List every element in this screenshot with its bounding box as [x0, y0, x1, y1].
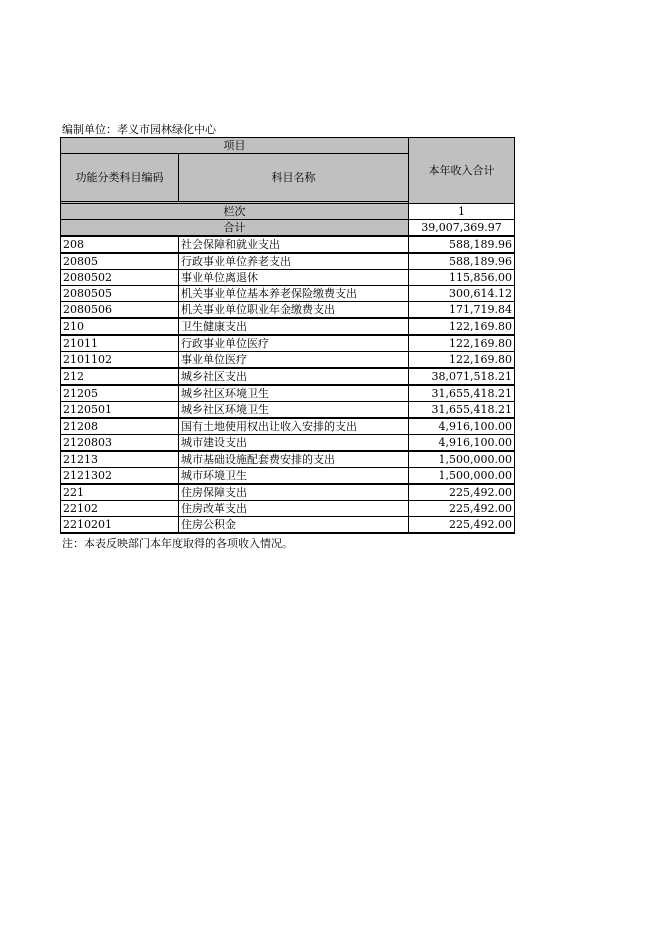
- row-code: 21213: [61, 451, 179, 468]
- table-row: [61, 402, 515, 419]
- row-value: 115,856.00: [409, 270, 515, 286]
- total-income-header: 本年收入合计: [409, 138, 515, 204]
- row-name: 住房公积金: [179, 517, 409, 534]
- total-label: 合计: [61, 220, 409, 237]
- row-value: 4,916,100.00: [409, 435, 515, 452]
- row-value: 225,492.00: [409, 501, 515, 517]
- row-code: 210: [61, 318, 179, 335]
- row-name: 卫生健康支出: [179, 318, 409, 335]
- row-value: 225,492.00: [409, 517, 515, 534]
- row-code: 2080502: [61, 270, 179, 286]
- row-code: 208: [61, 236, 179, 253]
- code-column-header: 功能分类科目编码: [61, 154, 179, 202]
- row-value: 122,169.80: [409, 335, 515, 352]
- row-value: 31,655,418.21: [409, 385, 515, 402]
- row-name: 行政事业单位养老支出: [179, 253, 409, 270]
- row-value: 122,169.80: [409, 352, 515, 369]
- row-value: 588,189.96: [409, 253, 515, 270]
- name-column-header: 科目名称: [179, 154, 409, 202]
- row-code: 21205: [61, 385, 179, 402]
- row-name: 城乡社区环境卫生: [179, 385, 409, 402]
- row-code: 2121302: [61, 468, 179, 485]
- row-code: 2120501: [61, 402, 179, 419]
- table-footnote: 注：本表反映部门本年度取得的各项收入情况。: [62, 537, 293, 550]
- row-name: 住房改革支出: [179, 501, 409, 517]
- row-name: 城乡社区环境卫生: [179, 402, 409, 419]
- table-row: [61, 517, 515, 534]
- row-name: 机关事业单位职业年金缴费支出: [179, 302, 409, 319]
- table-row: [61, 385, 515, 402]
- row-code: 212: [61, 368, 179, 385]
- row-code: 22102: [61, 501, 179, 517]
- row-code: 2101102: [61, 352, 179, 369]
- row-value: 4,916,100.00: [409, 418, 515, 435]
- row-name: 事业单位医疗: [179, 352, 409, 369]
- row-code: 2120803: [61, 435, 179, 452]
- total-row: [61, 220, 515, 237]
- table-row: [61, 368, 515, 385]
- table-row: [61, 418, 515, 435]
- table-row: [61, 236, 515, 253]
- row-name: 机关事业单位基本养老保险缴费支出: [179, 286, 409, 302]
- table-row: [61, 501, 515, 517]
- row-name: 城市环境卫生: [179, 468, 409, 485]
- column-number: 1: [409, 204, 515, 220]
- header-row-project: [61, 138, 515, 154]
- row-code: 21011: [61, 335, 179, 352]
- row-code: 21208: [61, 418, 179, 435]
- column-row-label: 栏次: [61, 204, 409, 220]
- table-row: [61, 253, 515, 270]
- row-value: 122,169.80: [409, 318, 515, 335]
- column-number-row: [61, 204, 515, 220]
- row-name: 城乡社区支出: [179, 368, 409, 385]
- project-header: 项目: [61, 138, 409, 154]
- row-value: 1,500,000.00: [409, 451, 515, 468]
- row-code: 2080505: [61, 286, 179, 302]
- income-table: [60, 137, 515, 534]
- total-value: 39,007,369.97: [409, 220, 515, 237]
- row-value: 1,500,000.00: [409, 468, 515, 485]
- table-row: [61, 484, 515, 501]
- row-name: 住房保障支出: [179, 484, 409, 501]
- row-name: 国有土地使用权出让收入安排的支出: [179, 418, 409, 435]
- row-code: 2080506: [61, 302, 179, 319]
- table-row: [61, 468, 515, 485]
- table-row: [61, 286, 515, 302]
- table-row: [61, 451, 515, 468]
- row-code: 2210201: [61, 517, 179, 534]
- row-value: 588,189.96: [409, 236, 515, 253]
- row-value: 300,614.12: [409, 286, 515, 302]
- table-row: [61, 435, 515, 452]
- table-row: [61, 318, 515, 335]
- table-row: [61, 335, 515, 352]
- row-name: 行政事业单位医疗: [179, 335, 409, 352]
- row-name: 事业单位离退休: [179, 270, 409, 286]
- row-code: 221: [61, 484, 179, 501]
- row-name: 社会保障和就业支出: [179, 236, 409, 253]
- row-value: 225,492.00: [409, 484, 515, 501]
- row-value: 171,719.84: [409, 302, 515, 319]
- row-name: 城市建设支出: [179, 435, 409, 452]
- table-row: [61, 352, 515, 369]
- row-value: 38,071,518.21: [409, 368, 515, 385]
- row-value: 31,655,418.21: [409, 402, 515, 419]
- row-name: 城市基础设施配套费安排的支出: [179, 451, 409, 468]
- row-code: 20805: [61, 253, 179, 270]
- table-row: [61, 302, 515, 319]
- compiling-unit-label: 编制单位：孝义市园林绿化中心: [62, 123, 216, 136]
- table-row: [61, 270, 515, 286]
